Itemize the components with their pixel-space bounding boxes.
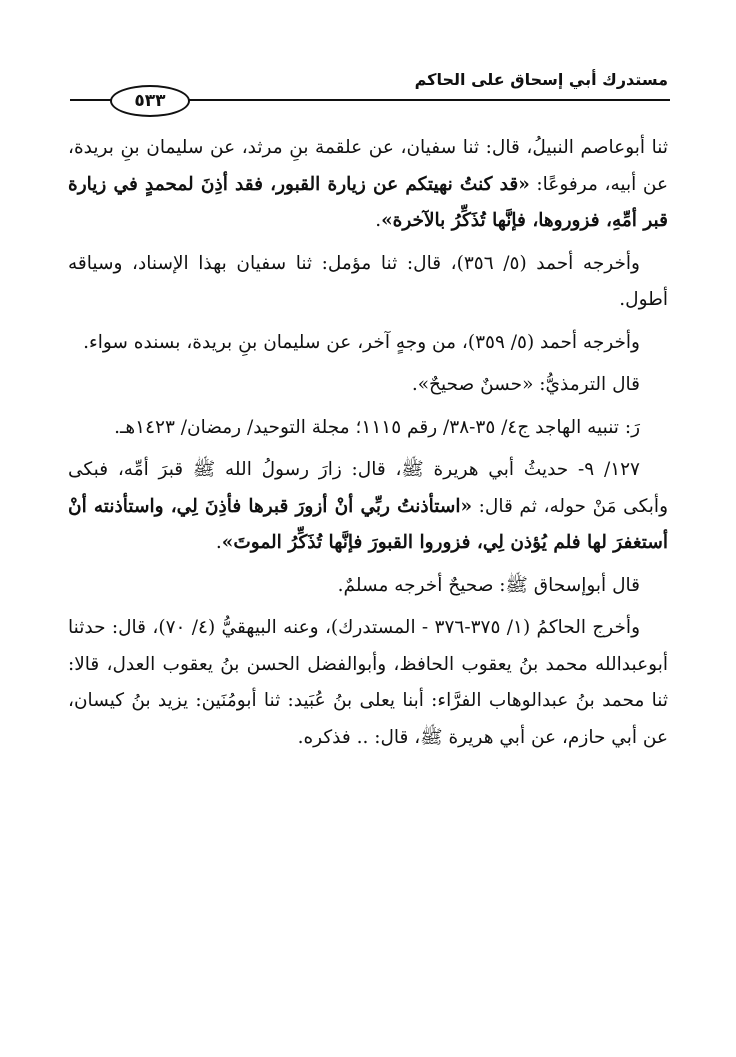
running-title: مستدرك أبي إسحاق على الحاكم bbox=[414, 70, 668, 89]
paragraph-4: قال الترمذيُّ: «حسنٌ صحيحٌ». bbox=[411, 374, 640, 395]
paragraph-7: قال أبوإسحاق ﷺ: صحيحٌ أخرجه مسلمٌ. bbox=[337, 574, 640, 596]
paragraph-5: رَ: تنبيه الهاجد ج٤/ ٣٥-٣٨/ رقم ١١١٥؛ مجلة التوحيد/ رمضان/ ١٤٢٣هـ. bbox=[114, 416, 640, 438]
paragraph-2: وأخرجه أحمد (٥/ ٣٥٦)، قال: ثنا مؤمل: ثنا سفيان بهذا الإسناد، وسياقه أطول. bbox=[68, 252, 668, 310]
paragraph-3: وأخرجه أحمد (٥/ ٣٥٩)، من وجهٍ آخر، عن سليمان بنِ بريدة، بسنده سواء. bbox=[83, 331, 640, 353]
paragraph-8: وأخرج الحاكمُ (١/ ٣٧٥-٣٧٦ - المستدرك)، وعنه البيهقيُّ (٤/ ٧٠)، قال: حدثنا أبوعبدالله محمد بنُ يعقوب الحافظ، وأبوالفضل الحسن بنُ يعقوب العدل، قالا: ثنا محمد بنُ عبدالوهاب الفرَّاء: أبنا يعلى بنُ عُبَيد: ثنا أبومُنَين: يزيد بنُ كيسان، عن أبي حازم، عن أبي هريرة ﷺ، قال: .. فذكره. bbox=[68, 617, 668, 748]
paragraph-6: ١٢٧/ ٩- حديثُ أبي هريرة ﷺ، قال: زارَ رسولُ الله ﷺ قبرَ أمِّه، فبكى وأبكى مَنْ حوله، ثم قال: «استأذنتُ ربِّي أنْ أزورَ قبرها فأذِنَ لِي، واستأذنته أنْ أستغفرَ لها فلم يُؤذن لِي، فزوروا القبورَ فإنَّها تُذَكِّرُ الموتَ». bbox=[68, 459, 669, 553]
page-number: ٥٣٣ bbox=[110, 85, 190, 117]
paragraph-1: ثنا أبوعاصم النبيلُ، قال: ثنا سفيان، عن علقمة بنِ مرثد، عن سليمان بنِ بريدة، عن أبيه، مرفوعًا: «قد كنتُ نهيتكم عن زيارة القبور، فقد أذِنَ لمحمدٍ في زيارة قبر أمِّهِ، فزوروها، فإنَّها تُذَكِّرُ بالآخرة». bbox=[68, 137, 669, 231]
body-text bbox=[68, 130, 668, 762]
